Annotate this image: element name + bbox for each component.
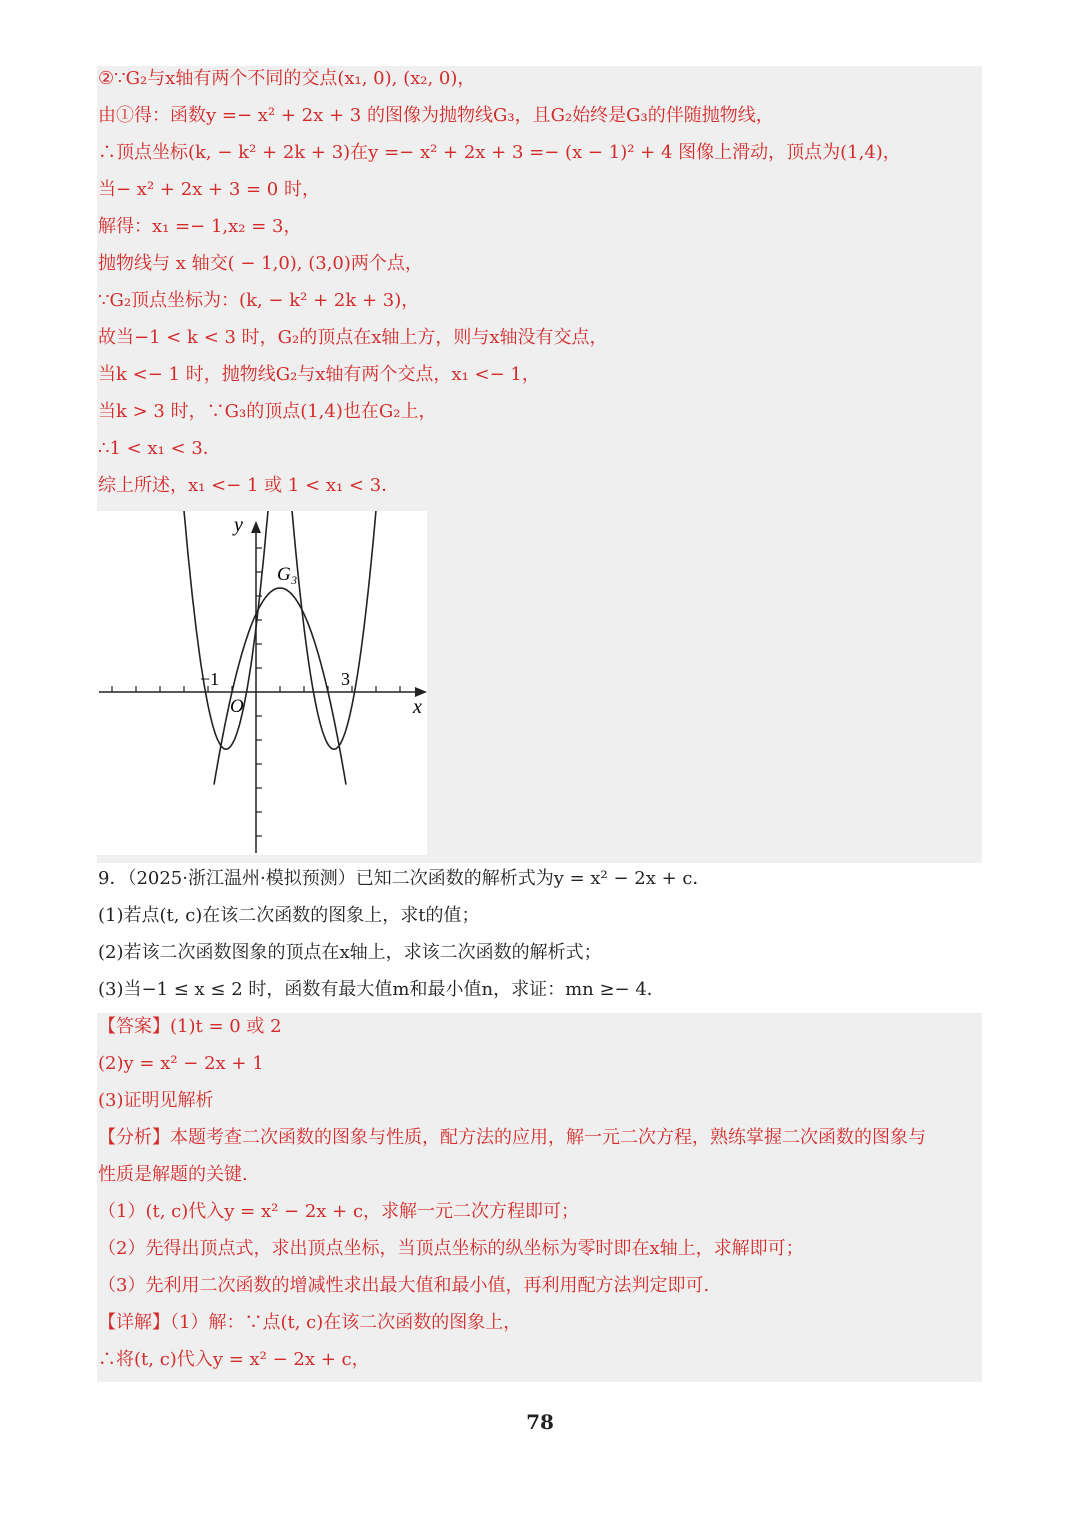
answer-text-1: (1)t = 0 或 2 (170, 1016, 282, 1037)
right-companion-parabola (280, 511, 388, 749)
answer-line-2: (2)y = x² − 2x + 1 (98, 1053, 264, 1074)
analysis-line-1 (98, 1125, 926, 1151)
problem-part-3: (3)当−1 ≤ x ≤ 2 时，函数有最大值m和最小值n，求证：mn ≥− 4． (98, 979, 665, 1000)
detail-text-1: （1）解：∵点(t, c)在该二次函数的图象上， (170, 1312, 522, 1333)
detail-tag: 【详解】 (98, 1312, 170, 1333)
tick-label-3: 3 (341, 669, 350, 689)
solution-line: 故当−1 < k < 3 时，G₂的顶点在x轴上方，则与x轴没有交点， (98, 327, 608, 348)
answer-tag: 【答案】 (98, 1016, 170, 1037)
solution-line: 由①得：函数y =− x² + 2x + 3 的图像为抛物线G₃，且G₂始终是G₃的伴随抛物线， (98, 105, 774, 126)
analysis-line-3: （1）(t, c)代入y = x² − 2x + c，求解一元二次方程即可； (98, 1201, 580, 1222)
parabola-graph-svg (97, 511, 427, 855)
problem-part-1: (1)若点(t, c)在该二次函数的图象上，求t的值； (98, 905, 480, 926)
problem-stem: 9．（2025·浙江温州·模拟预测）已知二次函数的解析式为y = x² − 2x + c． (98, 868, 711, 889)
solution-line: 当k <− 1 时，抛物线G₂与x轴有两个交点，x₁ <− 1， (98, 364, 540, 385)
analysis-line-2: 性质是解题的关键. (98, 1164, 248, 1185)
analysis-text-1: 本题考查二次函数的图象与性质，配方法的应用，解一元二次方程，熟练掌握二次函数的图象与 (170, 1127, 926, 1148)
analysis-line-4: （2）先得出顶点式，求出顶点坐标，当顶点坐标的纵坐标为零时即在x轴上，求解即可； (98, 1238, 804, 1259)
page-number: 78 (526, 1410, 554, 1434)
analysis-line-5: （3）先利用二次函数的增减性求出最大值和最小值，再利用配方法判定即可. (98, 1275, 710, 1296)
solution-line: ∵G₂顶点坐标为：(k, − k² + 2k + 3)， (98, 290, 420, 311)
answer-line-3: (3)证明见解析 (98, 1090, 214, 1111)
detail-line-1 (98, 1310, 521, 1336)
g3-label: G₃ (277, 564, 298, 585)
solution-line: ②∵G₂与x轴有两个不同的交点(x₁, 0), (x₂, 0)， (98, 68, 476, 89)
solution-line: 抛物线与 x 轴交( − 1,0), (3,0)两个点， (98, 253, 423, 274)
y-axis-label: y (234, 514, 243, 536)
origin-label: O (230, 696, 244, 717)
tick-label-minus-1: −1 (200, 669, 220, 689)
solution-line: 解得：x₁ =− 1,x₂ = 3， (98, 216, 302, 237)
solution-line: 当k > 3 时，∵G₃的顶点(1,4)也在G₂上， (98, 401, 437, 422)
solution-line: ∴1 < x₁ < 3． (98, 438, 221, 459)
detail-line-2: ∴将(t, c)代入y = x² − 2x + c， (98, 1349, 370, 1370)
y-axis-arrow (251, 521, 261, 533)
problem-part-2: (2)若该二次函数图象的顶点在x轴上，求该二次函数的解析式； (98, 942, 602, 963)
parabola-graph (97, 511, 427, 855)
solution-line: 当− x² + 2x + 3 = 0 时， (98, 179, 320, 200)
solution-line: ∴顶点坐标(k, − k² + 2k + 3)在y =− x² + 2x + 3 =− (x − 1)² + 4 图像上滑动，顶点为(1,4)， (98, 142, 901, 163)
answer-line-1 (98, 1014, 282, 1040)
x-axis-label: x (413, 696, 422, 718)
solution-line: 综上所述，x₁ <− 1 或 1 < x₁ < 3． (98, 475, 400, 496)
analysis-tag: 【分析】 (98, 1127, 170, 1148)
